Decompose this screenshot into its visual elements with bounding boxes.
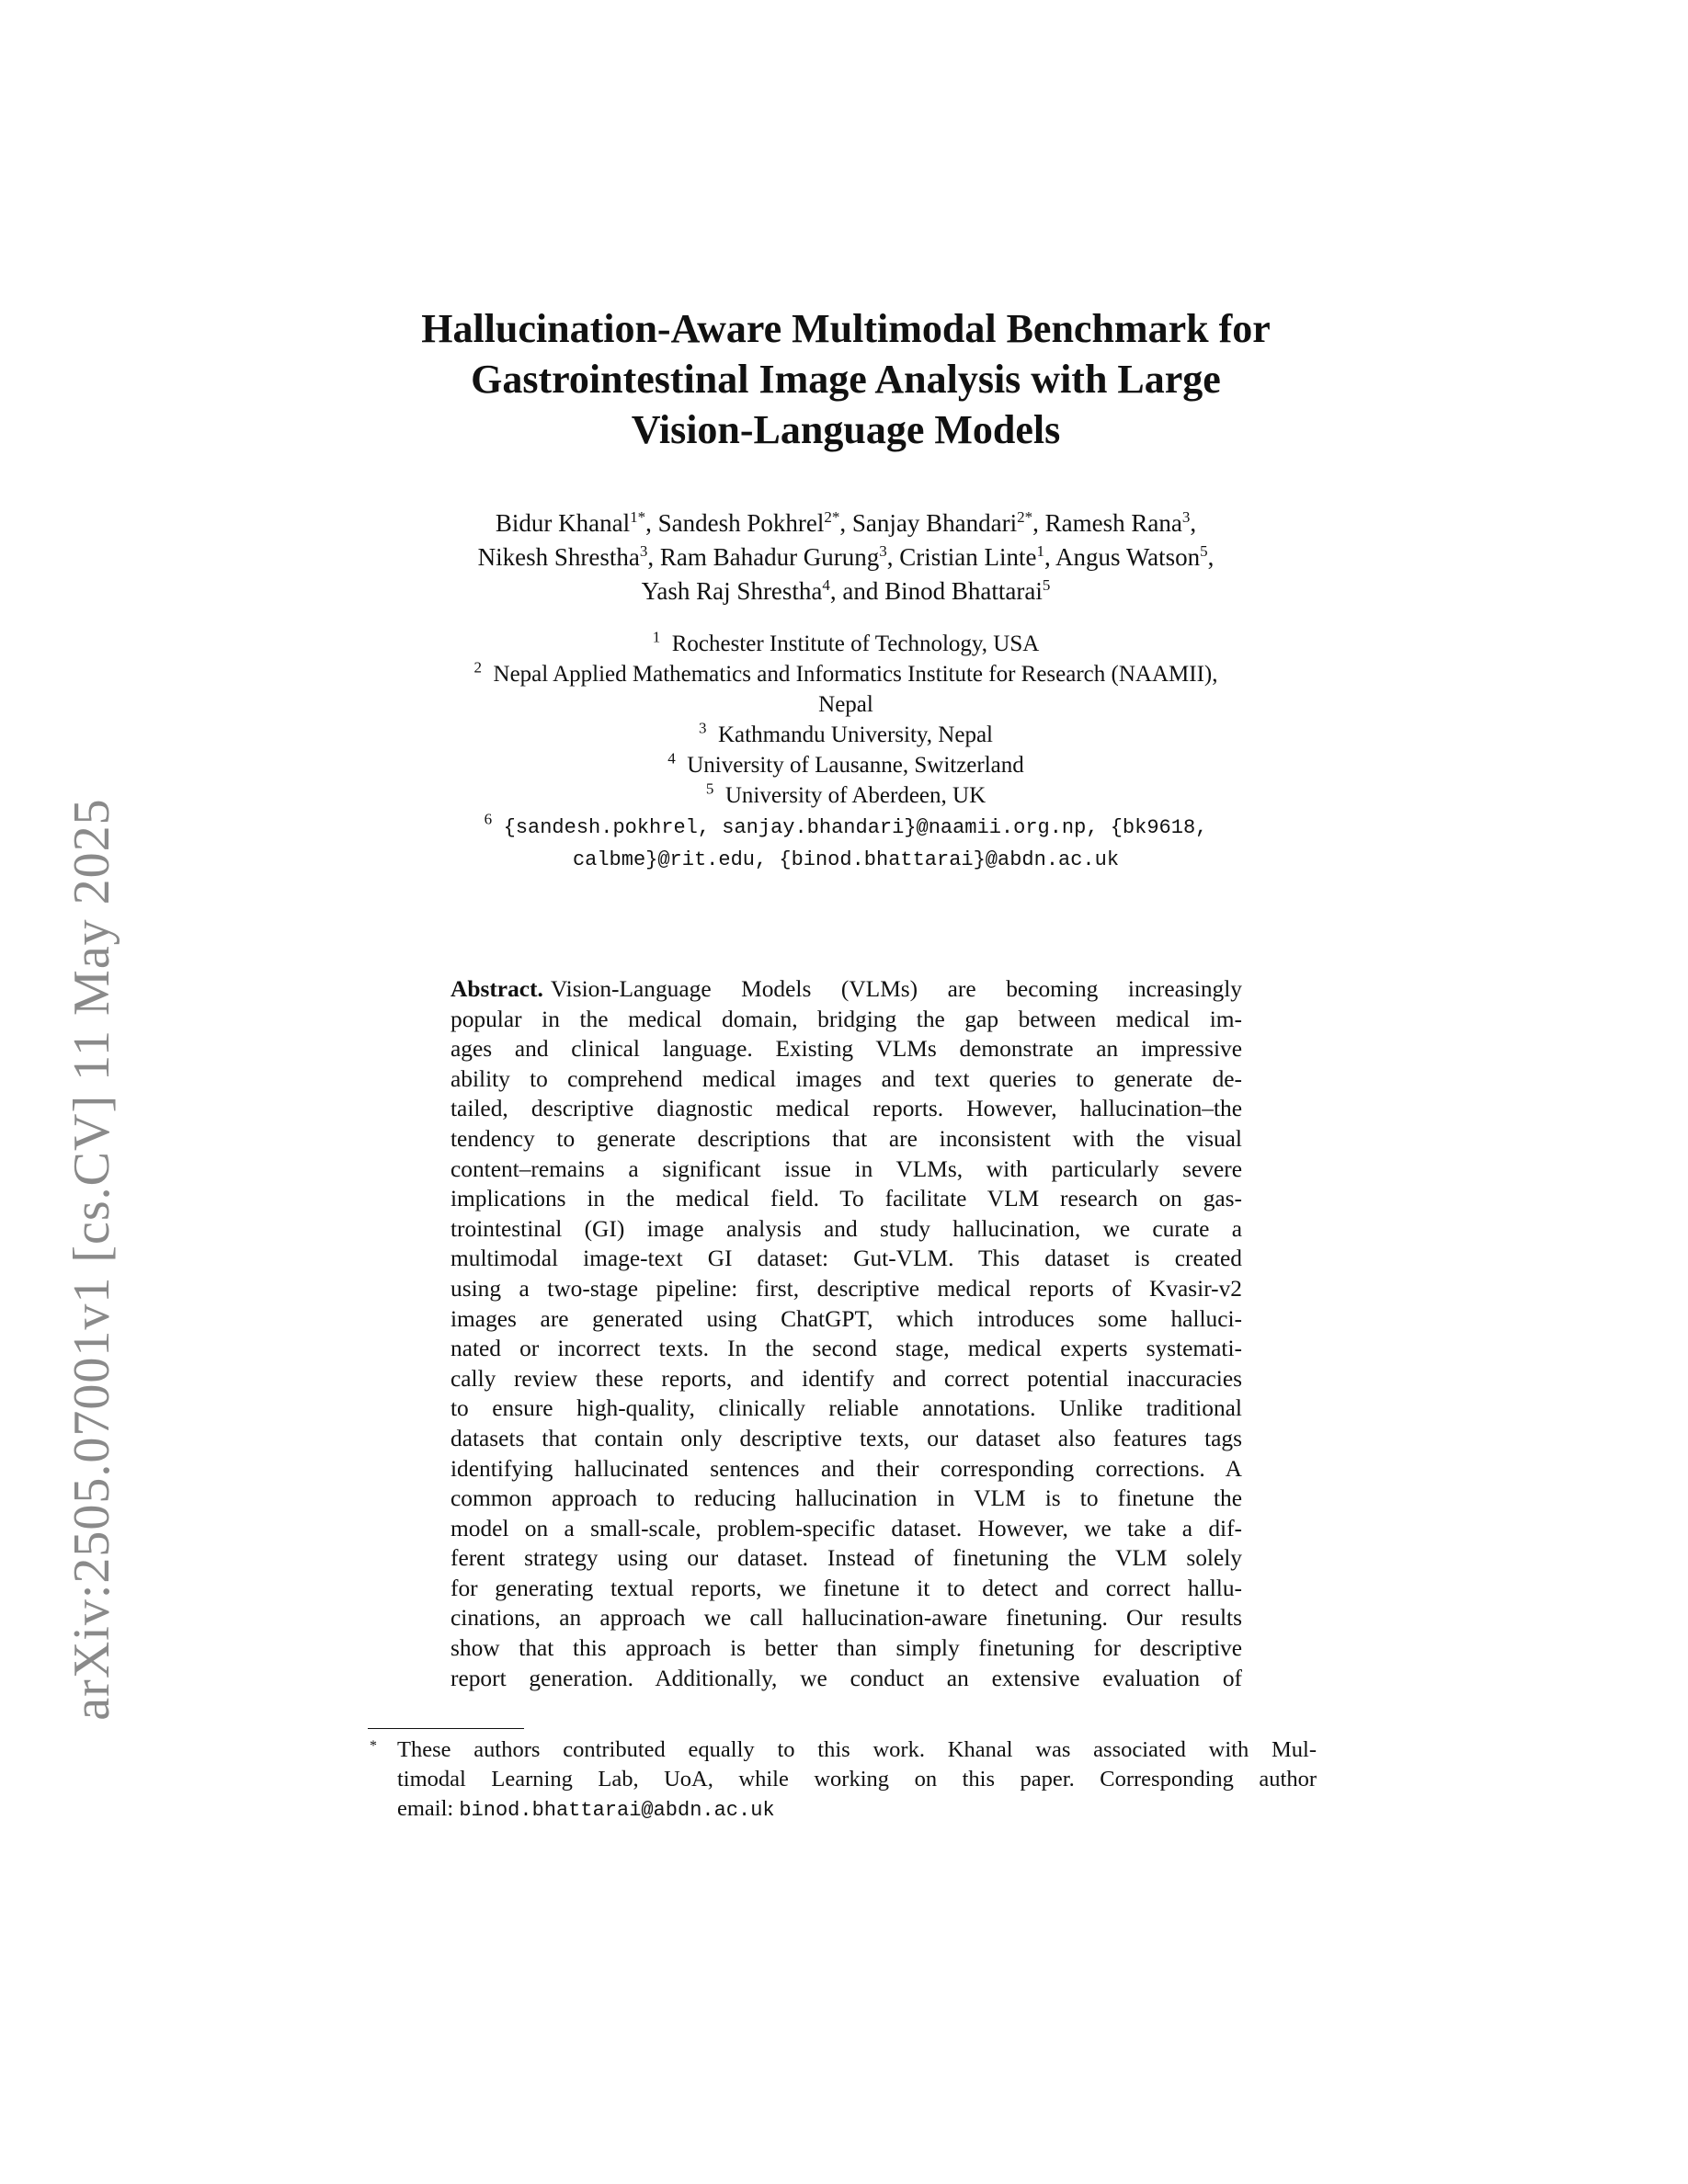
abstract-line: tendency to generate descriptions that are inconsistent with the visual — [451, 1125, 1242, 1152]
author-name: Ramesh Rana — [1044, 509, 1182, 537]
author-separator: , — [647, 543, 660, 571]
affiliation-item — [368, 750, 1324, 780]
abstract-line: datasets that contain only descriptive texts, our dataset also features tags — [451, 1425, 1242, 1451]
author-name: Angus Watson — [1055, 543, 1201, 571]
author-affil-marker: 2* — [1017, 508, 1033, 526]
author-name: Nikesh Shrestha — [477, 543, 640, 571]
paper-title — [368, 303, 1324, 455]
author-line — [368, 574, 1324, 609]
contact-emails-cont: calbme}@rit.edu, {binod.bhattarai}@abdn.ac.uk — [572, 848, 1120, 871]
affiliation-text: University of Aberdeen, UK — [724, 783, 987, 808]
author-separator: , — [1032, 509, 1045, 537]
author-affil-marker: 3 — [639, 542, 648, 560]
author-name: Sandesh Pokhrel — [657, 509, 825, 537]
author-separator: , — [839, 509, 852, 537]
abstract-line: using a two-stage pipeline: first, descriptive medical reports of Kvasir-v2 — [451, 1275, 1242, 1302]
author-name: Cristian Linte — [899, 543, 1037, 571]
author-affil-marker: 1 — [1036, 542, 1045, 560]
abstract-line: ability to comprehend medical images and text queries to generate de- — [451, 1065, 1242, 1092]
abstract-line: popular in the medical domain, bridging the gap between medical im- — [451, 1006, 1242, 1032]
affiliation-number: 2 — [473, 658, 483, 677]
abstract-line: show that this approach is better than simply finetuning for descriptive — [451, 1635, 1242, 1662]
abstract-line: nated or incorrect texts. In the second stage, medical experts systemati- — [451, 1336, 1242, 1362]
author-name: Bidur Khanal — [495, 509, 631, 537]
author-name: Sanjay Bhandari — [851, 509, 1018, 537]
affiliation-continuation: Nepal — [818, 692, 873, 717]
abstract-line — [451, 974, 1242, 1005]
abstract-line: cinations, an approach we call hallucination-aware finetuning. Our results — [451, 1605, 1242, 1632]
affiliation-number: 3 — [699, 719, 707, 737]
author-separator: , — [1190, 509, 1197, 537]
author-separator: , — [645, 509, 658, 537]
author-separator: , — [1207, 543, 1215, 571]
affiliation-number: 6 — [484, 810, 493, 828]
affiliation-item — [368, 629, 1324, 659]
abstract-line: trointestinal (GI) image analysis and study hallucination, we curate a — [451, 1215, 1242, 1242]
abstract-line: content–remains a significant issue in VLMs, with particularly severe — [451, 1155, 1242, 1182]
abstract-text: Vision-Language Models (VLMs) are becoming increasingly — [550, 976, 1242, 1002]
affiliation-continuation — [368, 843, 1324, 875]
abstract-label: Abstract. — [451, 976, 543, 1002]
affiliation-text: Nepal Applied Mathematics and Informatics Institute for Research (NAAMII), — [493, 662, 1218, 687]
author-affil-marker: 3 — [879, 542, 887, 560]
author-affil-marker: 5 — [1200, 542, 1208, 560]
abstract-line: model on a small-scale, problem-specific dataset. However, we take a dif- — [451, 1515, 1242, 1541]
affiliation-item — [368, 780, 1324, 811]
footnote — [370, 1735, 1317, 1826]
arxiv-identifier: arXiv:2505.07001v1 [cs.CV] 11 May 2025 — [63, 798, 120, 1721]
abstract-line: ages and clinical language. Existing VLMs demonstrate an impressive — [451, 1036, 1242, 1063]
corresponding-email: binod.bhattarai@abdn.ac.uk — [459, 1799, 775, 1822]
abstract-line: identifying hallucinated sentences and their corresponding corrections. A — [451, 1455, 1242, 1482]
footnote-line: These authors contributed equally to this work. Khanal was associated with Mul- — [397, 1737, 1317, 1762]
footnote-line: timodal Learning Lab, UoA, while working on this paper. Corresponding author — [397, 1767, 1317, 1792]
author-name: Yash Raj Shrestha — [641, 577, 823, 605]
footnote-marker: * — [370, 1738, 377, 1754]
abstract-line: cally review these reports, and identify and correct potential inaccuracies — [451, 1365, 1242, 1392]
affiliation-item — [368, 720, 1324, 750]
title-line: Vision-Language Models — [631, 407, 1061, 452]
author-affil-marker: 5 — [1042, 576, 1051, 594]
abstract-line: common approach to reducing hallucination in VLM is to finetune the — [451, 1485, 1242, 1512]
contact-emails: {sandesh.pokhrel, sanjay.bhandari}@naamii.org.np, {bk9618, — [503, 816, 1208, 839]
author-line — [368, 540, 1324, 574]
author-affil-marker: 1* — [630, 508, 646, 526]
author-list — [368, 506, 1324, 609]
affiliation-number: 1 — [652, 628, 661, 646]
footnote-email-label: email: — [397, 1796, 460, 1821]
footnote-divider — [368, 1728, 524, 1729]
title-line: Hallucination-Aware Multimodal Benchmark for — [421, 306, 1271, 351]
author-affil-marker: 4 — [822, 576, 830, 594]
abstract-line: images are generated using ChatGPT, which introduces some halluci- — [451, 1305, 1242, 1332]
author-line — [368, 506, 1324, 540]
affiliation-number: 4 — [667, 749, 676, 768]
affiliation-text: Kathmandu University, Nepal — [718, 722, 993, 747]
header-block — [368, 303, 1324, 875]
abstract-line: implications in the medical field. To facilitate VLM research on gas- — [451, 1186, 1242, 1212]
title-line: Gastrointestinal Image Analysis with Large — [471, 357, 1221, 402]
abstract-line: to ensure high-quality, clinically reliable annotations. Unlike traditional — [451, 1395, 1242, 1422]
affiliation-text: Rochester Institute of Technology, USA — [671, 631, 1040, 656]
abstract-line: tailed, descriptive diagnostic medical reports. However, hallucination–the — [451, 1096, 1242, 1122]
affiliation-text: University of Lausanne, Switzerland — [687, 753, 1024, 778]
footnote-line — [377, 1794, 1317, 1826]
abstract-line: report generation. Additionally, we conduct an extensive evaluation of — [451, 1665, 1242, 1691]
author-separator: , — [886, 543, 900, 571]
affiliation-item — [368, 659, 1324, 689]
abstract-line: ferent strategy using our dataset. Instead of finetuning the VLM solely — [451, 1545, 1242, 1572]
affiliation-item — [368, 811, 1324, 843]
abstract-line: multimodal image-text GI dataset: Gut-VLM. This dataset is created — [451, 1246, 1242, 1272]
affiliation-list — [368, 629, 1324, 875]
author-affil-marker: 2* — [824, 508, 840, 526]
author-separator: , — [1044, 543, 1056, 571]
abstract-line: for generating textual reports, we finetune it to detect and correct hallu- — [451, 1575, 1242, 1601]
author-separator: , and — [829, 577, 885, 605]
author-name: Binod Bhattarai — [884, 577, 1043, 605]
author-affil-marker: 3 — [1181, 508, 1191, 526]
abstract — [451, 974, 1242, 1693]
affiliation-number: 5 — [705, 779, 714, 798]
author-name: Ram Bahadur Gurung — [659, 543, 880, 571]
